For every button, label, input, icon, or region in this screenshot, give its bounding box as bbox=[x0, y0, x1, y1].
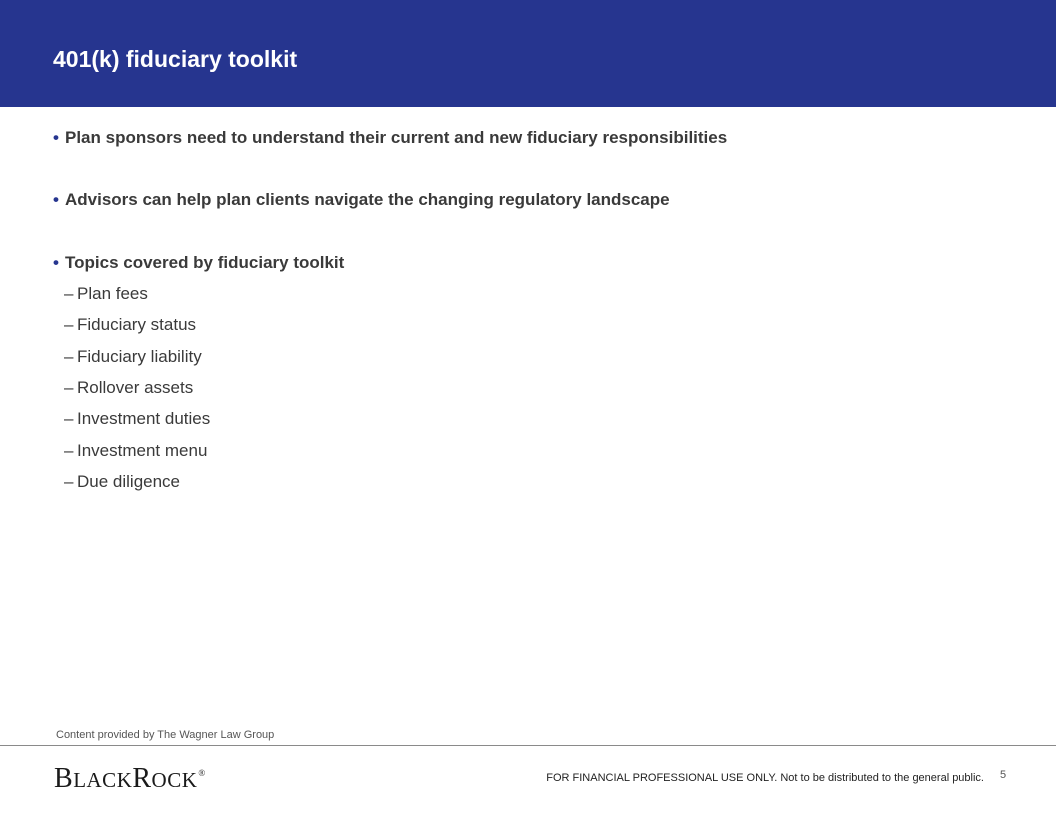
bullet-marker: • bbox=[53, 190, 59, 209]
bullet-marker: • bbox=[53, 128, 59, 147]
topic-text: Fiduciary liability bbox=[77, 347, 202, 366]
bullet-item bbox=[53, 186, 670, 214]
content-credit: Content provided by The Wagner Law Group bbox=[56, 729, 275, 741]
topic-item bbox=[64, 344, 202, 370]
bullet-text: Topics covered by fiduciary toolkit bbox=[65, 253, 345, 272]
bullet-item bbox=[53, 124, 727, 152]
footer-divider bbox=[0, 745, 1056, 746]
bullet-item bbox=[53, 249, 344, 277]
topic-item bbox=[64, 469, 180, 495]
topic-item bbox=[64, 312, 196, 338]
dash-marker: – bbox=[64, 441, 74, 460]
footer-disclaimer: FOR FINANCIAL PROFESSIONAL USE ONLY. Not to be distributed to the general public. bbox=[546, 772, 984, 784]
bullet-text: Plan sponsors need to understand their current and new fiduciary responsibilities bbox=[65, 128, 728, 147]
topic-text: Due diligence bbox=[77, 472, 181, 491]
bullet-text: Advisors can help plan clients navigate the changing regulatory landscape bbox=[65, 190, 670, 209]
topic-text: Plan fees bbox=[77, 284, 148, 303]
bullet-marker: • bbox=[53, 253, 59, 272]
dash-marker: – bbox=[64, 315, 74, 334]
dash-marker: – bbox=[64, 409, 74, 428]
topic-item bbox=[64, 281, 148, 307]
topic-text: Investment duties bbox=[77, 409, 211, 428]
slide-title: 401(k) fiduciary toolkit bbox=[53, 46, 298, 72]
topic-item bbox=[64, 406, 210, 432]
topic-item bbox=[64, 438, 207, 464]
slide-header-bar bbox=[0, 0, 1056, 107]
dash-marker: – bbox=[64, 347, 74, 366]
dash-marker: – bbox=[64, 284, 74, 303]
topic-text: Rollover assets bbox=[77, 378, 194, 397]
topic-text: Investment menu bbox=[77, 441, 208, 460]
dash-marker: – bbox=[64, 378, 74, 397]
dash-marker: – bbox=[64, 472, 74, 491]
page-number: 5 bbox=[1000, 769, 1007, 781]
blackrock-logo: BLACKROCK® bbox=[54, 763, 206, 794]
topic-text: Fiduciary status bbox=[77, 315, 197, 334]
topic-item bbox=[64, 375, 193, 401]
